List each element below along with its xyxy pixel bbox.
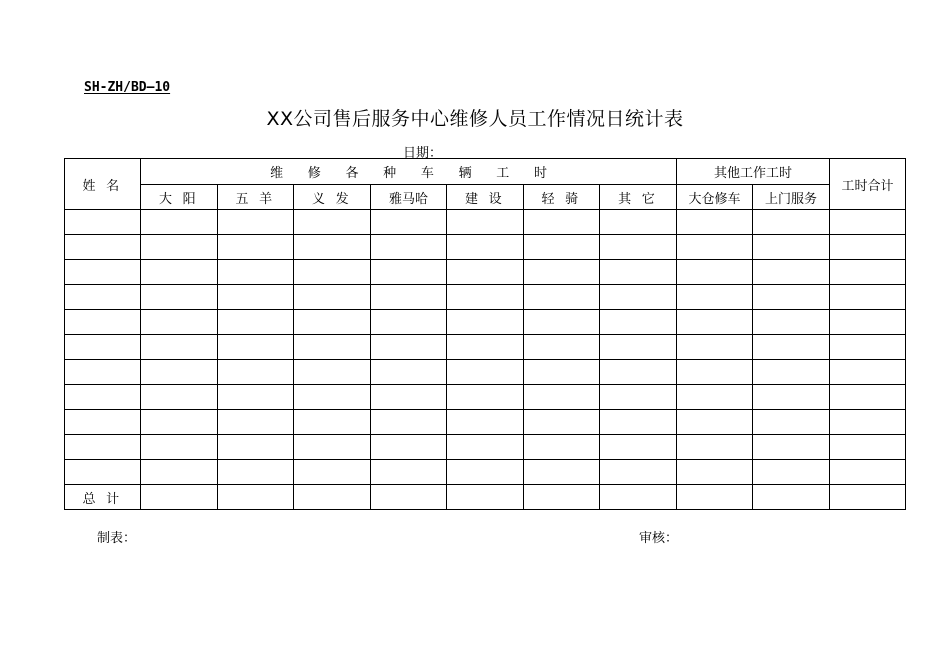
table-cell[interactable] [65,285,141,310]
table-cell[interactable] [294,460,371,485]
table-cell[interactable] [753,385,830,410]
table-cell[interactable] [677,210,753,235]
table-cell[interactable] [447,360,524,385]
table-cell[interactable] [65,410,141,435]
table-cell[interactable] [65,435,141,460]
table-cell[interactable] [218,410,294,435]
table-row [65,460,906,485]
table-cell[interactable] [294,360,371,385]
table-cell[interactable] [141,435,218,460]
reviewed-by-label: 审核： [639,531,679,546]
table-cell[interactable] [141,460,218,485]
table-cell[interactable] [141,335,218,360]
table-cell[interactable] [524,260,600,285]
table-row [65,410,906,435]
total-cell[interactable] [218,485,294,510]
total-hours-column-header: 工时合计 [830,159,906,210]
total-cell[interactable] [753,485,830,510]
table-cell[interactable] [447,310,524,335]
table-cell[interactable] [524,310,600,335]
total-cell[interactable] [447,485,524,510]
table-cell[interactable] [371,335,447,360]
table-cell[interactable] [218,385,294,410]
table-cell[interactable] [371,260,447,285]
table-cell[interactable] [294,210,371,235]
table-cell[interactable] [371,435,447,460]
table-cell[interactable] [677,260,753,285]
table-cell[interactable] [600,210,677,235]
table-cell[interactable] [600,410,677,435]
table-cell[interactable] [447,285,524,310]
table-cell[interactable] [830,360,906,385]
table-row [65,385,906,410]
subheader-dayang: 大 阳 [141,185,218,210]
page-title: XX公司售后服务中心维修人员工作情况日统计表 [266,108,684,130]
table-cell[interactable] [524,435,600,460]
total-cell[interactable] [677,485,753,510]
table-cell[interactable] [141,385,218,410]
table-cell[interactable] [218,285,294,310]
table-cell[interactable] [600,260,677,285]
table-cell[interactable] [218,235,294,260]
table-cell[interactable] [524,285,600,310]
table-cell[interactable] [753,410,830,435]
table-cell[interactable] [294,385,371,410]
table-cell[interactable] [677,335,753,360]
table-cell[interactable] [294,435,371,460]
table-cell[interactable] [447,410,524,435]
total-cell[interactable] [371,485,447,510]
table-cell[interactable] [447,235,524,260]
table-cell[interactable] [753,235,830,260]
subheader-dacang-repair: 大仓修车 [677,185,753,210]
table-cell[interactable] [753,310,830,335]
table-cell[interactable] [830,385,906,410]
subheader-wuyang: 五 羊 [218,185,294,210]
subheader-jianshe: 建 设 [447,185,524,210]
table-cell[interactable] [600,235,677,260]
table-cell[interactable] [677,235,753,260]
table-cell[interactable] [218,435,294,460]
table-cell[interactable] [600,360,677,385]
table-row [65,210,906,235]
table-cell[interactable] [218,310,294,335]
table-cell[interactable] [753,360,830,385]
total-cell[interactable] [600,485,677,510]
table-row [65,285,906,310]
table-cell[interactable] [371,410,447,435]
table-cell[interactable] [141,285,218,310]
total-cell[interactable] [141,485,218,510]
table-cell[interactable] [600,435,677,460]
table-cell[interactable] [753,285,830,310]
table-cell[interactable] [524,410,600,435]
table-cell[interactable] [830,310,906,335]
table-cell[interactable] [830,335,906,360]
table-cell[interactable] [677,460,753,485]
table-cell[interactable] [447,260,524,285]
subheader-yifa: 义 发 [294,185,371,210]
repair-hours-group-header: 维修各种车辆工时 [141,159,677,185]
table-cell[interactable] [524,385,600,410]
table-cell[interactable] [294,335,371,360]
table-cell[interactable] [65,460,141,485]
table-row [65,335,906,360]
table-cell[interactable] [600,335,677,360]
table-cell[interactable] [294,410,371,435]
table-cell[interactable] [753,435,830,460]
table-cell[interactable] [294,310,371,335]
table-cell[interactable] [218,335,294,360]
table-cell[interactable] [447,435,524,460]
table-cell[interactable] [753,210,830,235]
total-row [65,485,906,510]
table-cell[interactable] [447,385,524,410]
total-row-label: 总 计 [65,485,141,510]
table-cell[interactable] [65,260,141,285]
table-cell[interactable] [830,410,906,435]
table-cell[interactable] [677,285,753,310]
table-cell[interactable] [524,360,600,385]
table-cell[interactable] [218,210,294,235]
table-cell[interactable] [677,310,753,335]
table-cell[interactable] [600,460,677,485]
table-cell[interactable] [830,210,906,235]
table-cell[interactable] [600,385,677,410]
table-cell[interactable] [447,335,524,360]
table-cell[interactable] [524,335,600,360]
table-cell[interactable] [141,310,218,335]
table-row [65,260,906,285]
table-cell[interactable] [65,385,141,410]
table-cell[interactable] [830,460,906,485]
table-cell[interactable] [141,235,218,260]
table-row [65,310,906,335]
table-cell[interactable] [830,435,906,460]
table-cell[interactable] [218,260,294,285]
table-cell[interactable] [677,385,753,410]
table-cell[interactable] [600,285,677,310]
table-cell[interactable] [600,310,677,335]
table-cell[interactable] [65,335,141,360]
total-cell[interactable] [830,485,906,510]
date-label: 日期： [403,146,443,161]
table-cell[interactable] [371,235,447,260]
table-row [65,360,906,385]
subheader-home-service: 上门服务 [753,185,830,210]
name-column-header: 姓 名 [65,159,141,210]
statistics-table [64,158,906,510]
table-cell[interactable] [371,285,447,310]
table-cell[interactable] [141,410,218,435]
table-cell[interactable] [371,210,447,235]
table-cell[interactable] [524,460,600,485]
subheader-qingqi: 轻 骑 [524,185,600,210]
other-work-group-header: 其他工作工时 [677,159,830,185]
table-cell[interactable] [524,210,600,235]
made-by-label: 制表： [97,531,137,546]
table-cell[interactable] [65,210,141,235]
table-cell[interactable] [141,360,218,385]
table-cell[interactable] [753,460,830,485]
total-cell[interactable] [294,485,371,510]
table-cell[interactable] [65,310,141,335]
table-cell[interactable] [677,410,753,435]
table-cell[interactable] [677,435,753,460]
table-cell[interactable] [830,235,906,260]
total-cell[interactable] [524,485,600,510]
document-code: SH-ZH/BD—10 [84,80,171,95]
table-cell[interactable] [218,460,294,485]
table-row [65,235,906,260]
table-cell[interactable] [830,260,906,285]
table-cell[interactable] [447,460,524,485]
table-cell[interactable] [830,285,906,310]
table-cell[interactable] [65,360,141,385]
table-cell[interactable] [141,210,218,235]
table-cell[interactable] [294,285,371,310]
subheader-yamaha: 雅马哈 [371,185,447,210]
table-cell[interactable] [371,310,447,335]
table-row [65,435,906,460]
table-cell[interactable] [141,260,218,285]
subheader-qita: 其 它 [600,185,677,210]
table-cell[interactable] [371,360,447,385]
table-cell[interactable] [753,260,830,285]
table-cell[interactable] [294,260,371,285]
table-cell[interactable] [218,360,294,385]
table-cell[interactable] [294,235,371,260]
table-cell[interactable] [65,235,141,260]
table-cell[interactable] [753,335,830,360]
table-cell[interactable] [524,235,600,260]
table-cell[interactable] [371,460,447,485]
table-cell[interactable] [371,385,447,410]
table-cell[interactable] [677,360,753,385]
table-cell[interactable] [447,210,524,235]
